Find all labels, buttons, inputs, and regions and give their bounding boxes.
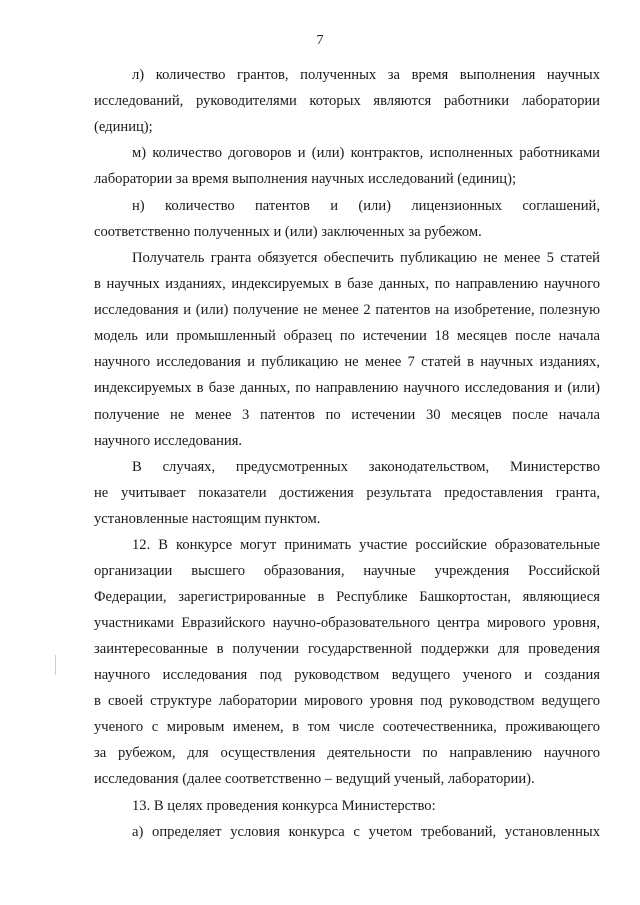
text-line: индексируемых в базе данных, по направлению научного исследования и (или)	[94, 380, 600, 396]
text-line: в научных изданиях, индексируемых в базе данных, по направлению научного	[94, 276, 600, 292]
text-line: модель или промышленный образец по истечении 18 месяцев после начала	[94, 328, 600, 344]
text-line: в своей структуре лаборатории мирового уровня под руководством ведущего	[94, 693, 600, 709]
text-line: л) количество грантов, полученных за время выполнения научных	[132, 67, 600, 83]
text-line: исследований, руководителями которых являются работники лаборатории	[94, 93, 600, 109]
text-line: не учитывает показатели достижения результата предоставления гранта,	[94, 485, 600, 501]
text-line: н) количество патентов и (или) лицензионных соглашений,	[132, 198, 600, 214]
text-line: соответственно полученных и (или) заключенных за рубежом.	[94, 224, 482, 240]
text-line: научного исследования.	[94, 433, 243, 449]
text-line: исследования и (или) получение не менее 2 патентов на изобретение, полезную	[94, 302, 600, 318]
text-line: исследования (далее соответственно – ведущий ученый, лаборатории).	[94, 771, 535, 787]
text-line: за рубежом, для осуществления деятельности по направлению научного	[94, 745, 600, 761]
text-line: организации высшего образования, научные учреждения Российской	[94, 563, 600, 579]
text-line: а) определяет условия конкурса с учетом требований, установленных	[132, 824, 600, 840]
text-line: заинтересованные в получении государственной поддержки для проведения	[94, 641, 600, 657]
text-line: Получатель гранта обязуется обеспечить публикацию не менее 5 статей	[132, 250, 600, 266]
margin-mark	[55, 655, 56, 675]
text-line: 13. В целях проведения конкурса Министерство:	[132, 798, 436, 814]
text-line: научного исследования и публикацию не менее 7 статей в научных изданиях,	[94, 354, 600, 370]
text-line: лаборатории за время выполнения научных исследований (единиц);	[94, 171, 517, 187]
page-number: 7	[316, 33, 324, 48]
text-line: В случаях, предусмотренных законодательством, Министерство	[132, 459, 600, 475]
text-line: получение не менее 3 патентов по истечении 30 месяцев после начала	[94, 407, 600, 423]
text-line: 12. В конкурсе могут принимать участие российские образовательные	[132, 537, 600, 553]
text-line: Федерации, зарегистрированные в Республике Башкортостан, являющиеся	[94, 589, 600, 605]
text-line: (единиц);	[94, 119, 153, 135]
text-line: научного исследования под руководством ведущего ученого и создания	[94, 667, 600, 683]
text-line: участниками Евразийского научно-образовательного центра мирового уровня,	[94, 615, 600, 631]
text-line: ученого с мировым именем, в том числе соотечественника, проживающего	[94, 719, 600, 735]
text-line: установленные настоящим пунктом.	[94, 511, 321, 527]
text-line: м) количество договоров и (или) контрактов, исполненных работниками	[132, 145, 600, 161]
